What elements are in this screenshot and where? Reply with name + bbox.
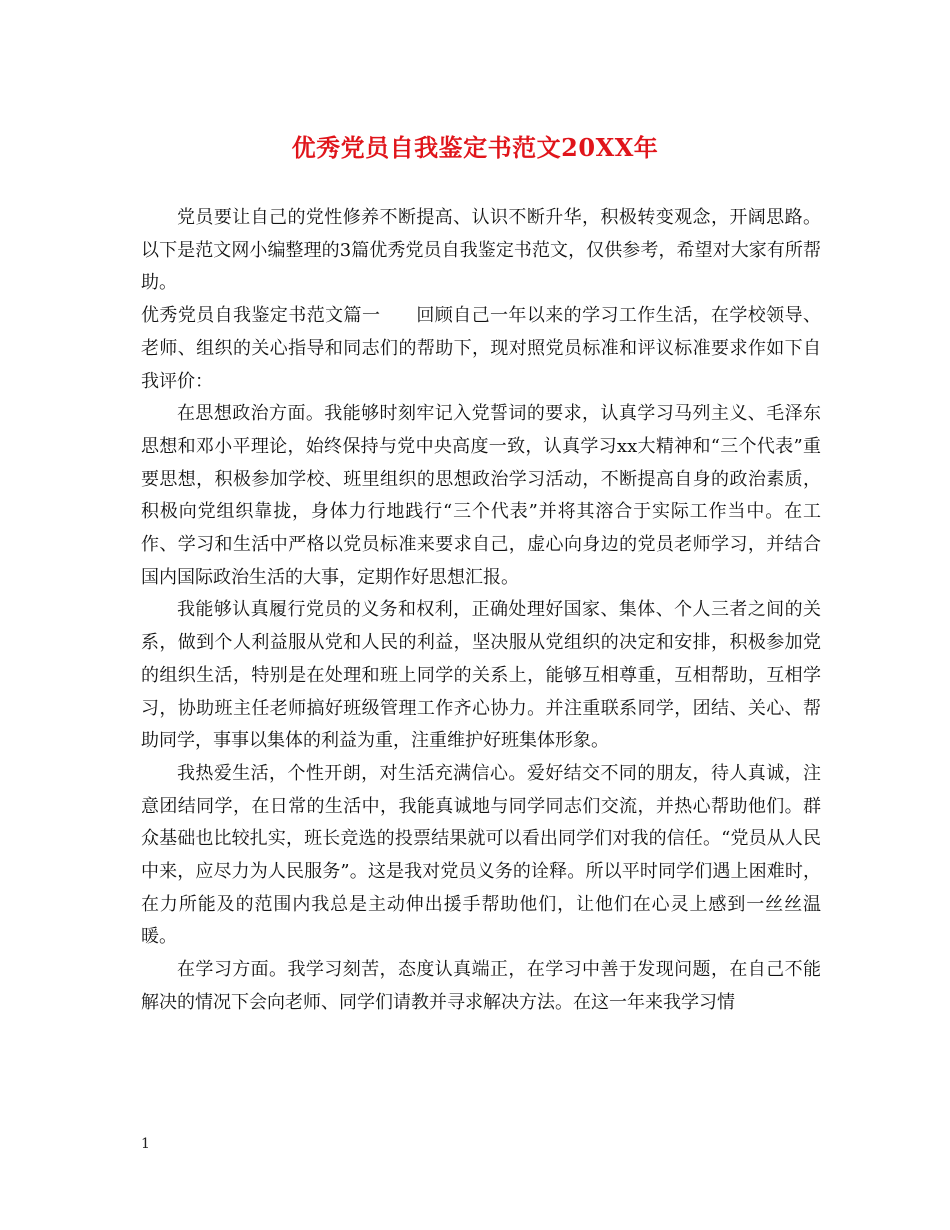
- document-title: 优秀党员自我鉴定书范文20XX年: [291, 133, 659, 162]
- page-number: 1: [141, 1136, 150, 1152]
- body-paragraph-political: 在思想政治方面。我能够时刻牢记入党誓词的要求，认真学习马列主义、毛泽东思想和邓小平理论，始终保持与党中央高度一致，认真学习xx大精神和“三个代表”重要思想，积极参加学校、班里组织的思想政治学习活动，不断提高自身的政治素质，积极向党组织靠拢，身体力行地践行“三个代表”并将其溶合于实际工作当中。在工作、学习和生活中严格以党员标准来要求自己，虚心向身边的党员老师学习，并结合国内国际政治生活的大事，定期作好思想汇报。: [141, 403, 821, 588]
- section-heading: 优秀党员自我鉴定书范文篇一: [141, 305, 381, 327]
- section-paragraph: [141, 300, 821, 398]
- body-paragraph-duties: 我能够认真履行党员的义务和权利，正确处理好国家、集体、个人三者之间的关系，做到个人利益服从党和人民的利益，坚决服从党组织的决定和安排，积极参加党的组织生活，特别是在处理和班上同学的关系上，能够互相尊重，互相帮助，互相学习，协助班主任老师搞好班级管理工作齐心协力。并注重联系同学，团结、关心、帮助同学，事事以集体的利益为重，注重维护好班集体形象。: [141, 599, 821, 752]
- section-lead-text: 回顾自己一年以来的学习工作生活，在学校领导、老师、组织的关心指导和同志们的帮助下，现对照党员标准和评议标准要求作如下自我评价：: [141, 305, 822, 392]
- document-body: [141, 202, 821, 1020]
- intro-paragraph: 党员要让自己的党性修养不断提高、认识不断升华，积极转变观念，开阔思路。以下是范文网小编整理的3篇优秀党员自我鉴定书范文，仅供参考，希望对大家有所帮助。: [141, 207, 821, 294]
- body-paragraph-study: 在学习方面。我学习刻苦，态度认真端正，在学习中善于发现问题，在自己不能解决的情况下会向老师、同学们请教并寻求解决方法。在这一年来我学习情: [141, 959, 821, 1013]
- body-paragraph-life: 我热爱生活，个性开朗，对生活充满信心。爱好结交不同的朋友，待人真诚，注意团结同学，在日常的生活中，我能真诚地与同学同志们交流，并热心帮助他们。群众基础也比较扎实，班长竞选的投票结果就可以看出同学们对我的信任。“党员从人民中来，应尽力为人民服务”。这是我对党员义务的诠释。所以平时同学们遇上困难时，在力所能及的范围内我总是主动伸出援手帮助他们，让他们在心灵上感到一丝丝温暖。: [141, 762, 821, 948]
